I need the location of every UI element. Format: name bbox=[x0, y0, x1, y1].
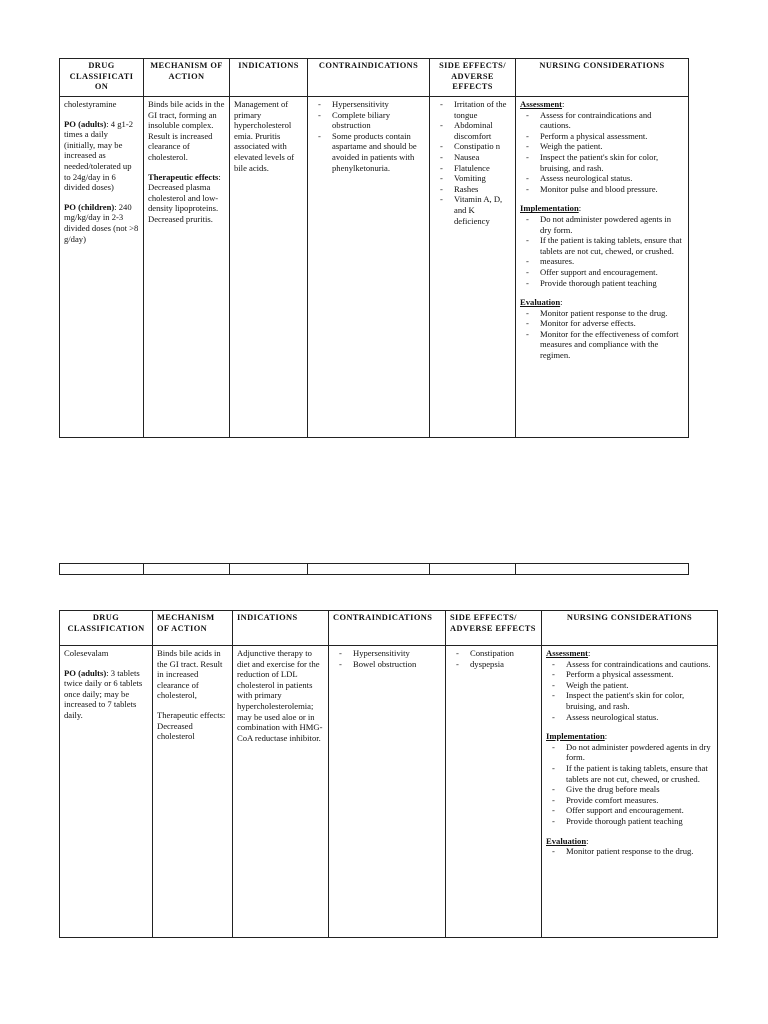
empty-cell bbox=[308, 564, 430, 575]
evaluation-list bbox=[546, 846, 713, 857]
list-item: - Do not administer powdered agents in dry form. bbox=[546, 742, 713, 763]
list-item: - Complete biliary obstruction bbox=[312, 110, 425, 131]
list-item: - Hypersensitivity bbox=[333, 648, 441, 659]
header-contraindications: CONTRAINDICATIONS bbox=[308, 59, 430, 97]
indications-text: Adjunctive therapy to diet and exercise for the reduction of LDL cholesterol in patients with primary hypercholesterolemia; may be used aloe or in combination with HMG-CoA reductase inhibitor. bbox=[237, 648, 323, 743]
mechanism-text: Binds bile acids in the GI tract. Result in increased clearance of cholesterol, bbox=[157, 648, 223, 701]
assessment-label: Assessment bbox=[546, 648, 589, 658]
indications-cell bbox=[230, 97, 308, 438]
list-item: - Assess for contraindications and cautions. bbox=[546, 659, 713, 670]
list-item: - Provide thorough patient teaching bbox=[546, 816, 713, 827]
therapeutic-text: Therapeutic effects: Decreased cholesterol bbox=[157, 709, 226, 742]
empty-cell bbox=[516, 564, 689, 575]
list-item: - Rashes bbox=[434, 184, 511, 195]
header-side-effects: SIDE EFFECTS/ ADVERSE EFFECTS bbox=[430, 59, 516, 97]
list-item: - Constipation bbox=[450, 648, 537, 659]
header-mechanism: MECHANISM OF ACTION bbox=[153, 611, 233, 646]
nursing-cell bbox=[516, 97, 689, 438]
implementation-label: Implementation bbox=[546, 731, 605, 742]
assessment-label: Assessment bbox=[520, 99, 563, 109]
side-effects-cell bbox=[430, 97, 516, 438]
drug-row bbox=[60, 97, 689, 438]
list-item: - Abdominal discomfort bbox=[434, 120, 511, 141]
list-item: - Provide comfort measures. bbox=[546, 795, 713, 806]
list-item: - Perform a physical assessment. bbox=[520, 131, 684, 142]
indications-cell bbox=[233, 646, 329, 938]
list-item: - measures. bbox=[520, 256, 684, 267]
drug-table-cholestyramine bbox=[59, 58, 689, 438]
evaluation-label: Evaluation bbox=[546, 835, 587, 846]
po-adults-text: : 3 tablets twice daily or 6 tablets once daily; may be increased to 7 tablets daily. bbox=[64, 667, 143, 720]
list-item: - Do not administer powdered agents in dry form. bbox=[520, 214, 684, 235]
list-item: - dyspepsia bbox=[450, 659, 537, 670]
po-adults-text: : 4 g1-2 times a daily (initially, may be increased as needed/tolerated up to 24g/day in 6 divided doses) bbox=[64, 118, 133, 193]
header-nursing: NURSING CONSIDERATIONS bbox=[542, 611, 718, 646]
list-item: - Bowel obstruction bbox=[333, 659, 441, 670]
nursing-cell bbox=[542, 646, 718, 938]
side-effects-list bbox=[434, 99, 511, 226]
mechanism-cell bbox=[144, 97, 230, 438]
side-effects-list bbox=[450, 648, 537, 669]
list-item: - Give the drug before meals bbox=[546, 784, 713, 795]
header-drug-classification: DRUG CLASSIFICATION bbox=[60, 611, 153, 646]
list-item: - Perform a physical assessment. bbox=[546, 669, 713, 680]
empty-cell bbox=[144, 564, 230, 575]
list-item: - Monitor for adverse effects. bbox=[520, 318, 684, 329]
assessment-heading: Assessment: bbox=[546, 648, 591, 658]
contraindications-list bbox=[333, 648, 441, 669]
po-children-text: : 240 mg/kg/day in 2-3 divided doses (not >8 g/day) bbox=[64, 201, 139, 244]
po-children-dose bbox=[64, 202, 139, 244]
header-side-effects: SIDE EFFECTS/ ADVERSE EFFECTS bbox=[446, 611, 542, 646]
therapeutic-effects: Therapeutic effects: bbox=[148, 171, 221, 182]
assessment-heading: Assessment: bbox=[520, 99, 565, 109]
list-item: - Monitor pulse and blood pressure. bbox=[520, 184, 684, 195]
header-row bbox=[60, 59, 689, 97]
list-item: - Flatulence bbox=[434, 163, 511, 174]
empty-cell bbox=[430, 564, 516, 575]
list-item: - Inspect the patient's skin for color, bruising, and rash. bbox=[546, 690, 713, 711]
implementation-heading: Implementation: bbox=[520, 203, 582, 214]
implementation-heading: Implementation: bbox=[546, 731, 608, 742]
side-effects-cell bbox=[446, 646, 542, 938]
contraindications-list bbox=[312, 99, 425, 173]
list-item: - Offer support and encouragement. bbox=[520, 267, 684, 278]
list-item: - Assess neurological status. bbox=[520, 173, 684, 184]
drug-classification-cell bbox=[60, 97, 144, 438]
list-item: - Assess neurological status. bbox=[546, 712, 713, 723]
therapeutic-label: Therapeutic effects bbox=[148, 171, 219, 182]
empty-cell bbox=[230, 564, 308, 575]
po-adults-dose bbox=[64, 119, 139, 193]
list-item: - Monitor patient response to the drug. bbox=[520, 308, 684, 319]
mechanism-text: Binds bile acids in the GI tract, forming an insoluble complex. Result is increased clearance of cholesterol. bbox=[148, 99, 225, 162]
list-item: - Hypersensitivity bbox=[312, 99, 425, 110]
header-contraindications: CONTRAINDICATIONS bbox=[329, 611, 446, 646]
drug-name: cholestyramine bbox=[64, 99, 117, 109]
list-item: - Irritation of the tongue bbox=[434, 99, 511, 120]
implementation-list bbox=[520, 214, 684, 288]
indications-text: Management of primary hypercholesterol emia. Pruritis associated with elevated levels of bile acids. bbox=[234, 99, 295, 173]
drug-table-colesevalam bbox=[59, 610, 718, 938]
list-item: - Constipatio n bbox=[434, 141, 511, 152]
list-item: - If the patient is taking tablets, ensure that tablets are not cut, chewed, or crushed. bbox=[520, 235, 684, 256]
therapeutic-text: Decreased plasma cholesterol and low-density lipoproteins. Decreased pruritis. bbox=[148, 182, 219, 224]
header-drug-classification: DRUG CLASSIFICATI ON bbox=[60, 59, 144, 97]
empty-row bbox=[60, 564, 689, 575]
po-adults-label: PO (adults) bbox=[64, 118, 107, 129]
list-item: - Provide thorough patient teaching bbox=[520, 278, 684, 289]
list-item: - Monitor for the effectiveness of comfort measures and compliance with the regimen. bbox=[520, 329, 684, 361]
list-item: - Assess for contraindications and cautions. bbox=[520, 110, 684, 131]
assessment-list bbox=[546, 659, 713, 723]
list-item: - If the patient is taking tablets, ensure that tablets are not cut, chewed, or crushed. bbox=[546, 763, 713, 784]
list-item: - Vomiting bbox=[434, 173, 511, 184]
po-adults-dose bbox=[64, 668, 148, 721]
header-row bbox=[60, 611, 718, 646]
header-indications: INDICATIONS bbox=[230, 59, 308, 97]
po-children-label: PO (children) bbox=[64, 201, 115, 212]
assessment-list bbox=[520, 110, 684, 195]
drug-classification-cell bbox=[60, 646, 153, 938]
header-indications: INDICATIONS bbox=[233, 611, 329, 646]
header-nursing: NURSING CONSIDERATIONS bbox=[516, 59, 689, 97]
list-item: - Weigh the patient. bbox=[546, 680, 713, 691]
list-item: - Weigh the patient. bbox=[520, 141, 684, 152]
po-adults-label: PO (adults) bbox=[64, 667, 107, 678]
evaluation-heading: Evaluation: bbox=[520, 297, 563, 308]
drug-row bbox=[60, 646, 718, 938]
evaluation-heading: Evaluation: bbox=[546, 835, 589, 846]
empty-table bbox=[59, 563, 689, 575]
evaluation-list bbox=[520, 308, 684, 361]
implementation-list bbox=[546, 742, 713, 827]
contraindications-cell bbox=[329, 646, 446, 938]
empty-cell bbox=[60, 564, 144, 575]
list-item: - Some products contain aspartame and should be avoided in patients with phenylketonuria. bbox=[312, 131, 425, 173]
list-item: - Inspect the patient's skin for color, bruising, and rash. bbox=[520, 152, 684, 173]
list-item: - Nausea bbox=[434, 152, 511, 163]
list-item: - Offer support and encouragement. bbox=[546, 805, 713, 816]
contraindications-cell bbox=[308, 97, 430, 438]
list-item: - Vitamin A, D, and K deficiency bbox=[434, 194, 511, 226]
implementation-label: Implementation bbox=[520, 203, 579, 214]
header-mechanism: MECHANISM OF ACTION bbox=[144, 59, 230, 97]
mechanism-cell bbox=[153, 646, 233, 938]
drug-name: Colesevalam bbox=[64, 648, 109, 658]
list-item: - Monitor patient response to the drug. bbox=[546, 846, 713, 857]
evaluation-label: Evaluation bbox=[520, 297, 561, 308]
